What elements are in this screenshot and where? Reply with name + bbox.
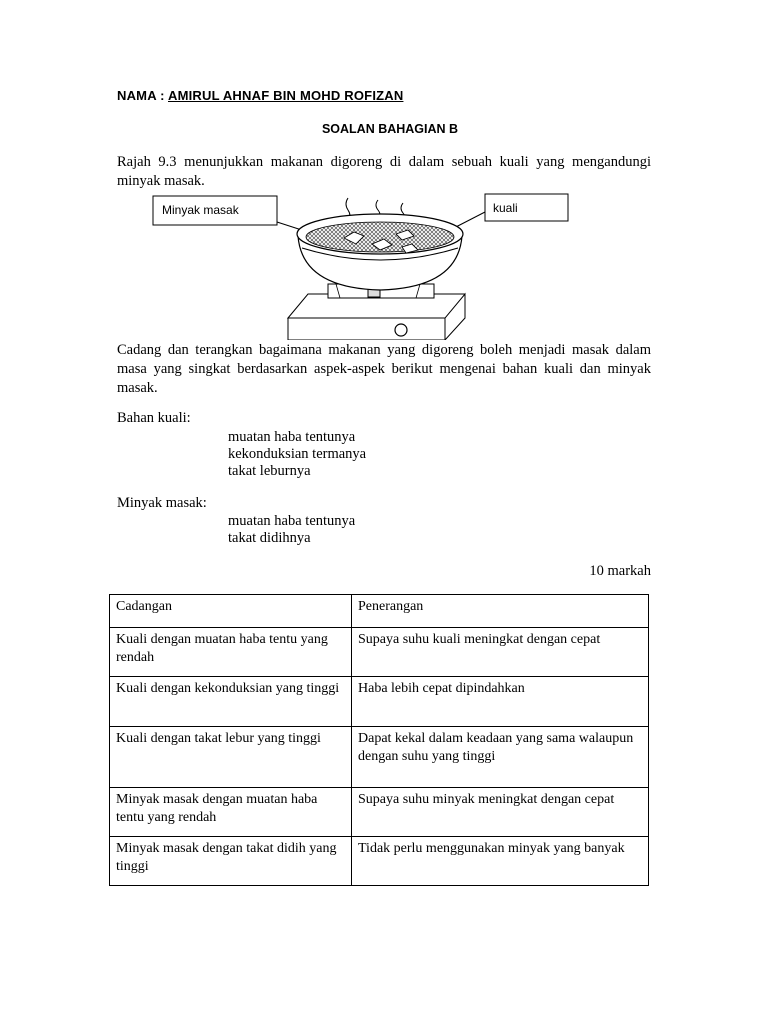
oil-label: Minyak masak <box>162 203 239 217</box>
table-header-row <box>110 595 649 628</box>
table-cell: Tidak perlu menggunakan minyak yang banyak <box>352 837 649 886</box>
table-row <box>110 788 649 837</box>
oil-aspect-2: takat didihnya <box>228 530 311 546</box>
pan-aspect-3: takat leburnya <box>228 463 311 479</box>
pan-label: kuali <box>493 201 518 215</box>
pan-aspect-1: muatan haba tentunya <box>228 429 356 445</box>
pan-aspect-2: kekonduksian termanya <box>228 446 367 462</box>
student-name: AMIRUL AHNAF BIN MOHD ROFIZAN <box>168 88 404 103</box>
table-cell: Kuali dengan kekonduksian yang tinggi <box>110 677 352 727</box>
oil-label-heading: Minyak masak: <box>117 495 207 511</box>
question-prompt: Cadang dan terangkan bagaimana makanan yang digoreng boleh menjadi masak dalam masa yang singkat berdasarkan aspek-aspek berikut mengenai bahan kuali dan minyak masak. <box>117 342 651 396</box>
table-row <box>110 727 649 788</box>
oil-aspect-1: muatan haba tentunya <box>228 513 356 529</box>
column-header: Penerangan <box>352 595 649 628</box>
table-row <box>110 677 649 727</box>
frying-pan-diagram <box>140 192 580 340</box>
table-cell: Minyak masak dengan muatan haba tentu yang rendah <box>110 788 352 837</box>
answer-table <box>109 594 649 886</box>
table-cell: Kuali dengan takat lebur yang tinggi <box>110 727 352 788</box>
pan-material-label: Bahan kuali: <box>117 410 191 426</box>
stove-knob-icon <box>395 324 407 336</box>
table-cell: Supaya suhu minyak meningkat dengan cepat <box>352 788 649 837</box>
question-intro: Rajah 9.3 menunjukkan makanan digoreng di dalam sebuah kuali yang mengandungi minyak masak. <box>117 154 651 189</box>
marks-allocation: 10 markah <box>589 563 651 579</box>
column-header: Cadangan <box>110 595 352 628</box>
student-name-line <box>117 88 403 103</box>
name-label: NAMA : <box>117 88 165 103</box>
table-cell: Supaya suhu kuali meningkat dengan cepat <box>352 628 649 677</box>
section-title: SOALAN BAHAGIAN B <box>321 122 459 136</box>
table-cell: Haba lebih cepat dipindahkan <box>352 677 649 727</box>
table-cell: Kuali dengan muatan haba tentu yang rendah <box>110 628 352 677</box>
stove-front <box>288 318 445 340</box>
table-cell: Dapat kekal dalam keadaan yang sama walaupun dengan suhu yang tinggi <box>352 727 649 788</box>
table-cell: Minyak masak dengan takat didih yang tinggi <box>110 837 352 886</box>
table-row <box>110 628 649 677</box>
table-row <box>110 837 649 886</box>
